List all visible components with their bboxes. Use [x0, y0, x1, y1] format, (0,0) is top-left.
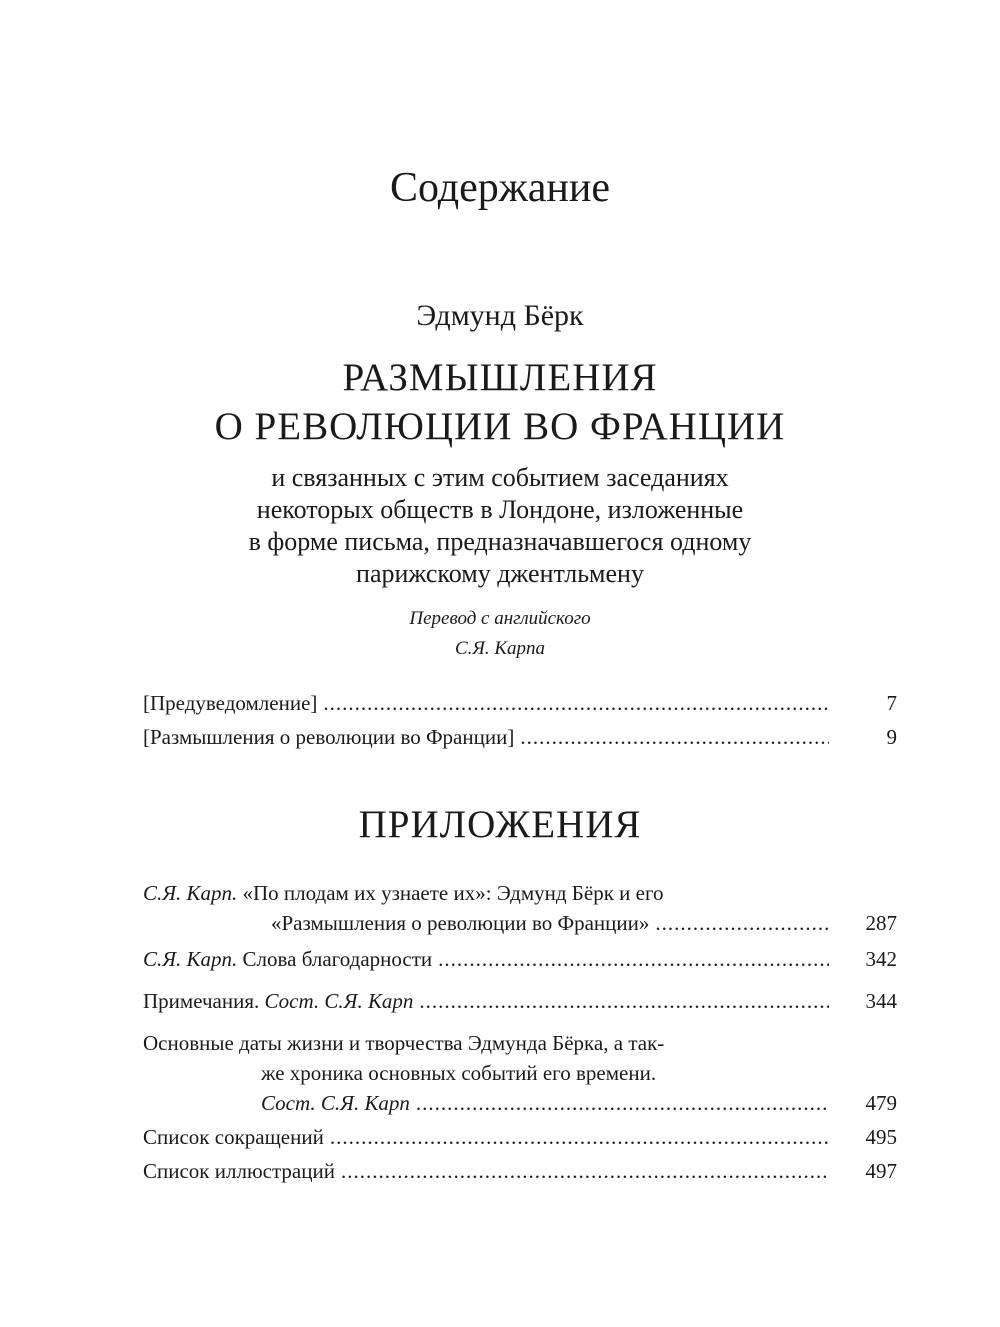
toc-entry[interactable] [143, 944, 897, 974]
toc-entry-page: 7 [886, 691, 897, 715]
toc-entry-label: Примечания. [143, 989, 260, 1013]
toc-entry-compiler: Сост. С.Я. Карп [264, 989, 414, 1013]
subtitle-line: некоторых обществ в Лондоне, изложенные [256, 495, 744, 524]
toc-entry-label: же хроника основных событий его времени. [261, 1061, 657, 1085]
toc-leader [323, 688, 829, 718]
toc-entry-label: [Предуведомление] [143, 691, 318, 715]
toc-entry-page: 9 [886, 725, 897, 749]
toc-entry-compiler: Сост. С.Я. Карп [261, 1091, 410, 1115]
toc-entry-label: «Размышления о революции во Франции» [271, 911, 650, 935]
toc-entry[interactable] [143, 688, 897, 718]
toc-leader [341, 1156, 829, 1186]
toc-entry-line [143, 1088, 897, 1118]
toc-entry-page: 495 [865, 1125, 897, 1149]
translator-name: С.Я. Карпа [454, 638, 546, 659]
appendix-title: ПРИЛОЖЕНИЯ [358, 803, 642, 846]
toc-entry[interactable] [143, 722, 897, 752]
toc-entry[interactable] [143, 1156, 897, 1186]
subtitle-line: в форме письма, предназначавшегося одному [248, 527, 752, 556]
toc-entry-label-wrap [143, 944, 432, 974]
subtitle-line: и связанных с этим событием заседаниях [271, 463, 729, 492]
toc-entry-line [143, 908, 897, 938]
book-title-line: О РЕВОЛЮЦИИ ВО ФРАНЦИИ [214, 405, 786, 448]
toc-leader [655, 908, 829, 938]
toc-entry-page: 344 [865, 989, 897, 1013]
toc-appendix [143, 878, 897, 1186]
toc-main [143, 688, 897, 752]
toc-entry-label: Список иллюстраций [143, 1159, 335, 1183]
subtitle-line: парижскому джентльмену [356, 559, 644, 588]
page-title: Содержание [389, 165, 611, 211]
book-author: Эдмунд Бёрк [416, 299, 584, 332]
toc-entry-page: 497 [865, 1159, 897, 1183]
toc-leader [520, 722, 829, 752]
toc-entry-label-wrap [143, 986, 413, 1016]
book-subtitle [0, 462, 1000, 590]
toc-entry-label: Слова благодарности [242, 947, 433, 971]
toc-entry[interactable] [143, 1122, 897, 1152]
toc-entry-author: С.Я. Карп. [143, 947, 238, 971]
toc-entry-label: Список сокращений [143, 1125, 324, 1149]
toc-entry-page: 479 [865, 1091, 897, 1115]
translation-credit [0, 604, 1000, 664]
toc-entry[interactable] [143, 986, 897, 1016]
translation-line: Перевод с английского [409, 608, 591, 629]
toc-leader [419, 986, 829, 1016]
toc-entry-page: 342 [865, 947, 897, 971]
toc-entry-label: «По плодам их узнаете их»: Эдмунд Бёрк и его [242, 881, 664, 905]
toc-entry-label: [Размышления о революции во Франции] [143, 725, 515, 749]
toc-leader [438, 944, 829, 974]
toc-entry[interactable] [143, 878, 897, 938]
toc-entry[interactable] [143, 1028, 897, 1118]
toc-leader [330, 1122, 829, 1152]
toc-entry-label: Основные даты жизни и творчества Эдмунда Бёрка, а так- [143, 1031, 665, 1055]
toc-entry-page: 287 [865, 911, 897, 935]
book-title-line: РАЗМЫШЛЕНИЯ [342, 356, 658, 399]
book-title [0, 353, 1000, 451]
toc-entry-line [143, 878, 897, 908]
toc-leader [416, 1088, 829, 1118]
toc-entry-author: С.Я. Карп. [143, 881, 238, 905]
